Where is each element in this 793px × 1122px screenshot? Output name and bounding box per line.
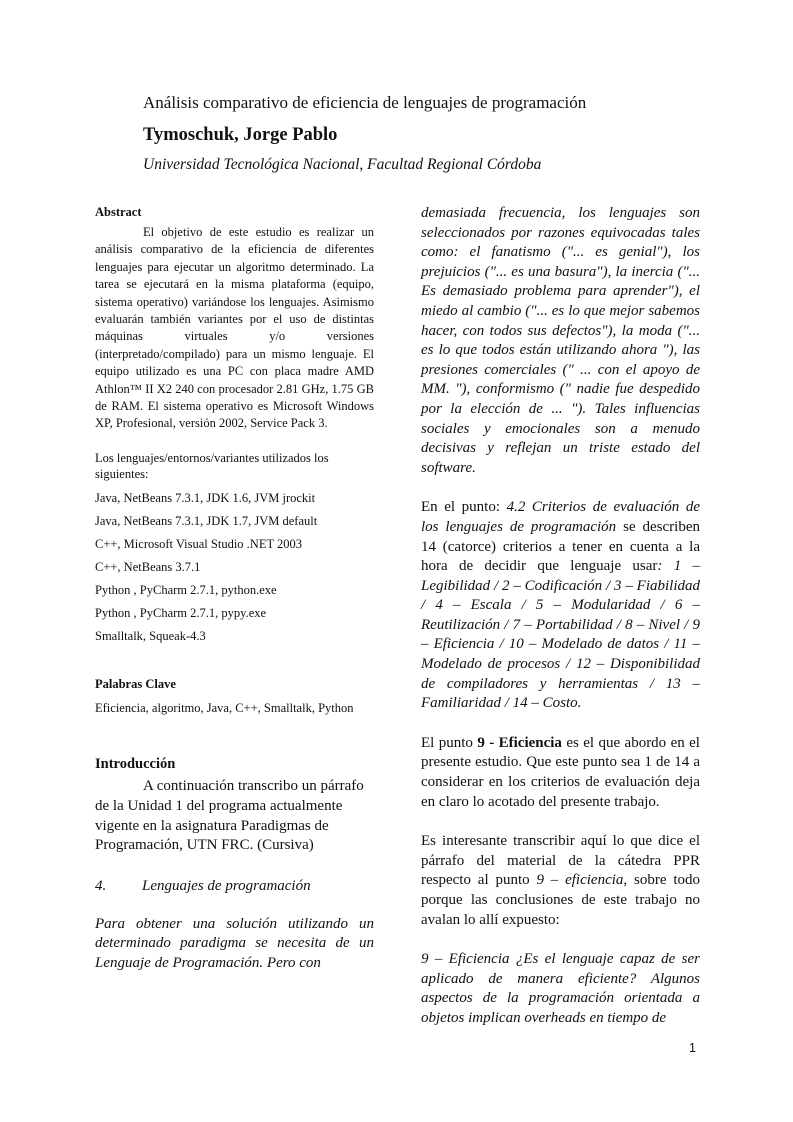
list-item: C++, Microsoft Visual Studio .NET 2003 <box>95 536 302 551</box>
section-title: Lenguajes de programación <box>142 877 311 894</box>
quote-paragraph: demasiada frecuencia, los lenguajes son seleccionados por razones equivocadas tales como: el fanatismo ("... es genial"), los prejuicios ("... es una basura"), la inercia ("... Es demasiado problema para aprender"), el miedo al cambio ("... es lo que mejor sabemos hacer, con todos sus defectos"), la moda ("... es lo que todos están utilizando ahora "), las presiones comerciales (" ... con el apoyo de MM. "), conformismo (" nadie fue despedido por la elección de ... "). Tales influencias sociales y emocionales son a menudo decisivas y reflejan un triste estado del software. <box>421 205 700 476</box>
criteria-list: : 1 – Legibilidad / 2 – Codificación / 3 – Fiabilidad / 4 – Escala / 5 – Modularidad / 6 – Reutilización / 7 – Portabilidad / 8 – Nivel / 9 – Eficiencia / 10 – Modelado de datos / 11 – Modelado de procesos / 12 – Disponibilidad de compiladores y herramientas / 13 – Familiaridad / 14 – Costo. <box>421 558 700 712</box>
section-paragraph: Para obtener una solución utilizando un determinado paradigma se necesita de un Lenguaje de Programación. Pero con <box>95 915 374 971</box>
list-item: Smalltalk, Squeak-4.3 <box>95 628 206 643</box>
right-column <box>421 204 700 1029</box>
list-item: Python , PyCharm 2.7.1, python.exe <box>95 582 277 597</box>
criteria-text-c: se describen 14 (catorce) criterios a tener en cuenta a la hora de decidir que lenguaje usar <box>421 518 700 575</box>
transcribe-text-c: , sobre todo porque las conclusiones de este trabajo no avalan lo allí expuesto: <box>421 872 700 928</box>
intro-paragraph <box>95 777 374 855</box>
criteria-text-a: En el punto: <box>421 499 507 516</box>
efficiency-bold: 9 - Eficiencia <box>477 734 562 751</box>
keywords-heading: Palabras Clave <box>95 676 176 691</box>
paper-affiliation: Universidad Tecnológica Nacional, Facultad Regional Córdoba <box>143 156 542 173</box>
transcribe-text-a: Es interesante transcribir aquí lo que dice el párrafo del material de la cátedra PPR respecto al punto <box>421 833 700 889</box>
paper-author: Tymoschuk, Jorge Pablo <box>143 125 338 145</box>
section-number: 4. <box>95 877 107 894</box>
keywords-text: Eficiencia, algoritmo, Java, C++, Smalltalk, Python <box>95 700 354 715</box>
list-item: Java, NetBeans 7.3.1, JDK 1.6, JVM jrockit <box>95 490 316 505</box>
transcribe-paragraph <box>421 832 700 930</box>
abstract-text: El objetivo de este estudio es realizar un análisis comparativo de la eficiencia de diferentes lenguajes para ejecutar un algoritmo determinado. La tarea se ejecutará en la misma plataforma (equipo, sistema operativo) variándose los lenguajes. Asimismo evaluarán también variantes por el uso de distintas máquinas virtuales y/o versiones (interpretado/compilado) para un mismo lenguaje. El equipo utilizado es una PC con placa madre AMD Athlon™ II X2 240 con procesador 2.81 GHz, 1.75 GB de RAM. El sistema operativo es Microsoft Windows XP, Profesional, versión 2002, Service Pack 3. <box>95 225 374 431</box>
efficiency-quote: 9 – Eficiencia ¿Es el lenguaje capaz de ser aplicado de manera eficiente? Algunos aspectos de la programación orientada a objetos implican overheads en tiempo de <box>421 951 700 1026</box>
languages-list <box>95 490 374 644</box>
page-number: 1 <box>689 1041 696 1055</box>
efficiency-text-c: es el que abordo en el presente estudio. Que este punto sea 1 de 14 a considerar en los criterios de evaluación deja en claro lo acotado del presente trabajo. <box>421 734 700 810</box>
efficiency-paragraph <box>421 734 700 812</box>
criteria-paragraph <box>421 498 700 714</box>
list-item: Java, NetBeans 7.3.1, JDK 1.7, JVM default <box>95 513 318 528</box>
abstract-heading: Abstract <box>95 205 142 219</box>
languages-intro: Los lenguajes/entornos/variantes utilizados los siguientes: <box>95 450 329 482</box>
efficiency-text-a: El punto <box>421 734 478 751</box>
intro-paragraph-text: A continuación transcribo un párrafo de la Unidad 1 del programa actualmente vigente en la asignatura Paradigmas de Programación, UTN FRC. (Cursiva) <box>95 778 364 854</box>
intro-heading: Introducción <box>95 756 176 773</box>
criteria-section-ref: 4.2 Criterios de evaluación de los lenguajes de programación <box>421 499 700 535</box>
list-item: C++, NetBeans 3.7.1 <box>95 559 201 574</box>
transcribe-italic: 9 – eficiencia <box>536 872 624 889</box>
section-heading <box>95 876 374 896</box>
left-column <box>95 204 374 974</box>
paper-header <box>143 90 743 178</box>
list-item: Python , PyCharm 2.7.1, pypy.exe <box>95 605 267 620</box>
paper-title: Análisis comparativo de eficiencia de lenguajes de programación <box>143 93 587 112</box>
